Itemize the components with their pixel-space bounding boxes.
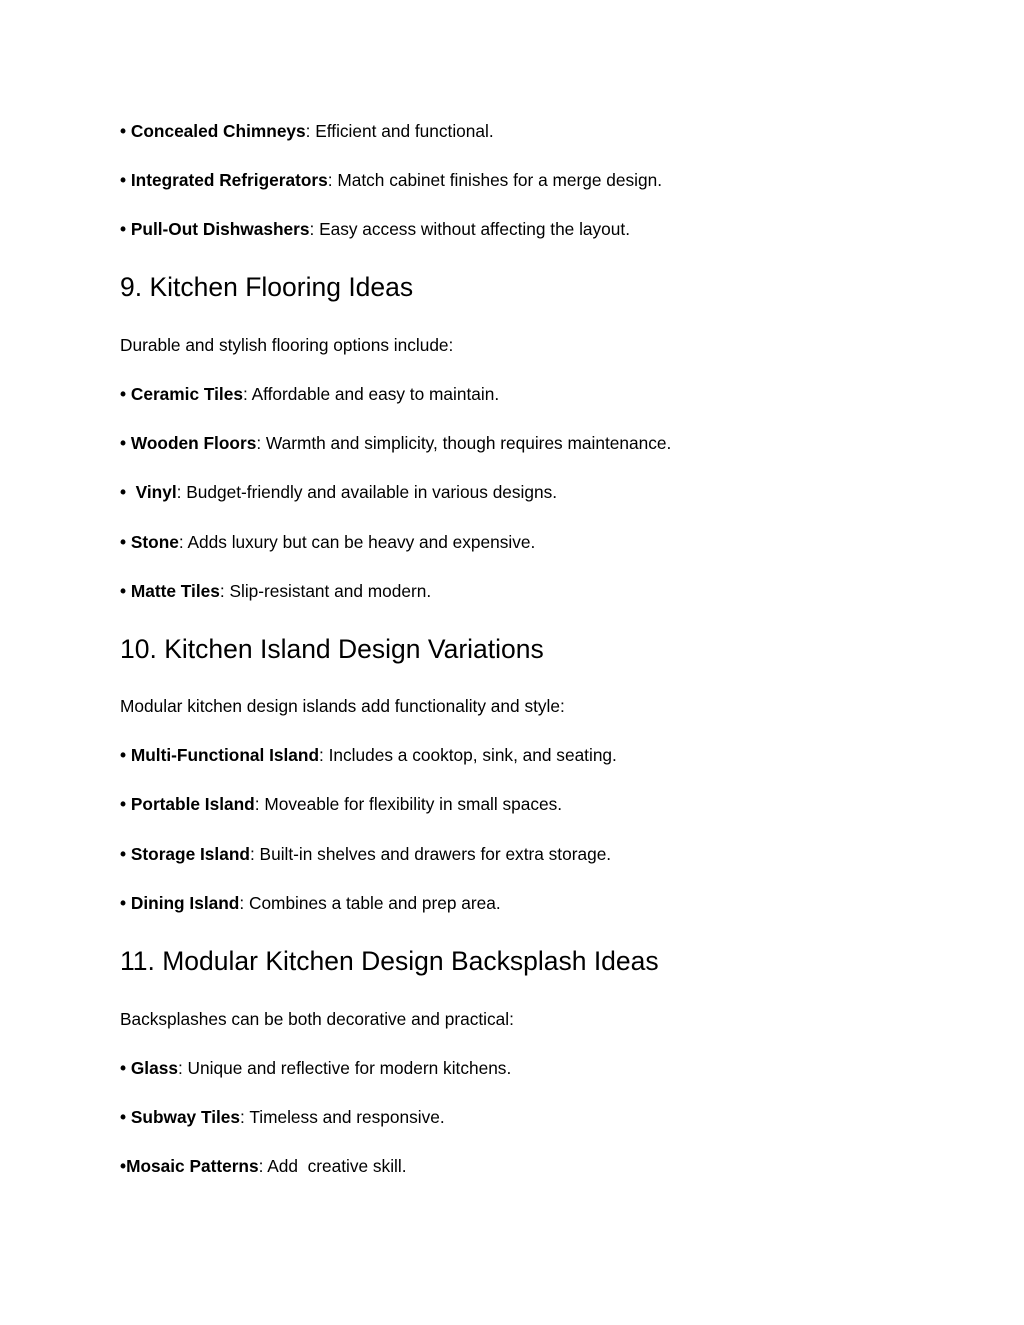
item-description: : Match cabinet finishes for a merge design.	[327, 170, 663, 190]
bullet-term: •Mosaic Patterns	[120, 1156, 259, 1176]
bullet-term: • Pull-Out Dishwashers	[120, 219, 310, 239]
bullet-term: • Concealed Chimneys	[120, 121, 306, 141]
list-item	[120, 481, 557, 503]
bullet-term: • Matte Tiles	[120, 581, 220, 601]
item-description: : Add creative skill.	[258, 1156, 407, 1176]
bullet-term: • Multi-Functional Island	[120, 745, 320, 765]
section-heading: 10. Kitchen Island Design Variations	[120, 634, 544, 664]
list-item	[120, 1155, 407, 1177]
item-description: : Combines a table and prep area.	[239, 893, 501, 913]
bullet-term: • Vinyl	[120, 482, 177, 502]
list-item	[120, 383, 499, 405]
list-item	[120, 218, 630, 240]
list-item	[120, 793, 562, 815]
list-item	[120, 120, 494, 142]
list-item	[120, 1057, 511, 1079]
bullet-term: • Wooden Floors	[120, 433, 257, 453]
bullet-term: • Storage Island	[120, 844, 250, 864]
bullet-term: • Portable Island	[120, 794, 255, 814]
item-description: : Adds luxury but can be heavy and expensive.	[178, 532, 536, 552]
bullet-term: • Stone	[120, 532, 179, 552]
item-description: : Built-in shelves and drawers for extra storage.	[249, 844, 612, 864]
list-item	[120, 432, 671, 454]
item-description: : Efficient and functional.	[305, 121, 494, 141]
item-description: : Moveable for flexibility in small spaces.	[254, 794, 563, 814]
bullet-term: • Subway Tiles	[120, 1107, 241, 1127]
item-description: : Timeless and responsive.	[240, 1107, 445, 1127]
list-item	[120, 531, 535, 553]
item-description: : Includes a cooktop, sink, and seating.	[319, 745, 617, 765]
list-item	[120, 169, 662, 191]
bullet-term: • Ceramic Tiles	[120, 384, 243, 404]
bullet-term: • Integrated Refrigerators	[120, 170, 328, 190]
item-description: : Warmth and simplicity, though requires maintenance.	[256, 433, 672, 453]
item-description: : Unique and reflective for modern kitchens.	[177, 1058, 512, 1078]
list-item	[120, 744, 617, 766]
item-description: : Slip-resistant and modern.	[219, 581, 432, 601]
section-intro: Durable and stylish flooring options include:	[120, 335, 454, 355]
section-intro: Modular kitchen design islands add functionality and style:	[120, 696, 565, 716]
bullet-term: • Dining Island	[120, 893, 240, 913]
list-item	[120, 843, 611, 865]
item-description: : Affordable and easy to maintain.	[242, 384, 500, 404]
section-heading: 11. Modular Kitchen Design Backsplash Ideas	[120, 946, 659, 976]
list-item	[120, 1106, 445, 1128]
list-item	[120, 892, 501, 914]
item-description: : Easy access without affecting the layout.	[309, 219, 631, 239]
item-description: : Budget-friendly and available in various designs.	[176, 482, 558, 502]
section-intro: Backsplashes can be both decorative and practical:	[120, 1009, 514, 1029]
bullet-term: • Glass	[120, 1058, 178, 1078]
list-item	[120, 580, 431, 602]
section-heading: 9. Kitchen Flooring Ideas	[120, 272, 414, 302]
